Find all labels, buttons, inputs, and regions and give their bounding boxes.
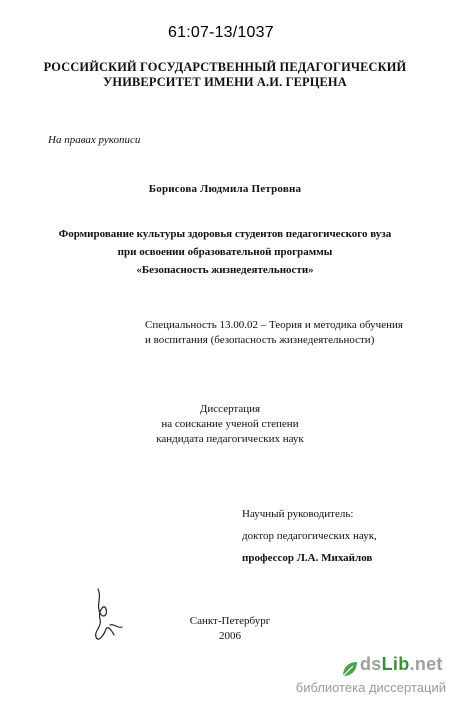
title-line-2: при освоении образовательной программы (117, 246, 333, 258)
advisor-block (242, 503, 442, 569)
logo-net: .net (409, 654, 443, 674)
dslib-logo (360, 654, 443, 675)
degree-line-2: на соискание ученой степени (161, 418, 299, 430)
advisor-name: профессор Л.А. Михайлов (242, 552, 373, 564)
university-name (0, 60, 450, 90)
leaf-icon (340, 659, 360, 679)
city: Санкт-Петербург (189, 615, 271, 627)
handwritten-signature (90, 585, 130, 645)
degree-line-1: Диссертация (199, 403, 261, 415)
title-line-1: Формирование культуры здоровья студентов педагогического вуза (58, 228, 392, 240)
logo-ds: ds (360, 654, 382, 674)
degree-line-3: кандидата педагогических наук (156, 433, 304, 445)
degree-block (150, 402, 310, 447)
dslib-watermark (268, 654, 446, 700)
university-line-1: РОССИЙСКИЙ ГОСУДАРСТВЕННЫЙ ПЕДАГОГИЧЕСКИЙ (43, 60, 407, 74)
archive-stamp: 61:07-13/1037 (168, 24, 274, 41)
university-line-2: УНИВЕРСИТЕТ ИМЕНИ А.И. ГЕРЦЕНА (103, 75, 347, 89)
advisor-degree: доктор педагогических наук, (242, 530, 377, 542)
specialty-line-1: Специальность 13.00.02 – Теория и методика обучения (145, 319, 403, 331)
rights-note: На правах рукописи (48, 134, 141, 146)
advisor-label: Научный руководитель: (242, 508, 354, 520)
logo-lib: Lib (381, 654, 410, 674)
title-line-3: «Безопасность жизнедеятельности» (136, 264, 314, 276)
watermark-tagline: библиотека диссертаций (295, 680, 446, 695)
dissertation-title (0, 225, 450, 279)
author-name: Борисова Людмила Петровна (148, 183, 302, 195)
place-and-year (180, 614, 280, 644)
specialty-block (145, 318, 445, 348)
year: 2006 (219, 630, 241, 642)
specialty-line-2: и воспитания (безопасность жизнедеятельности) (145, 334, 375, 346)
